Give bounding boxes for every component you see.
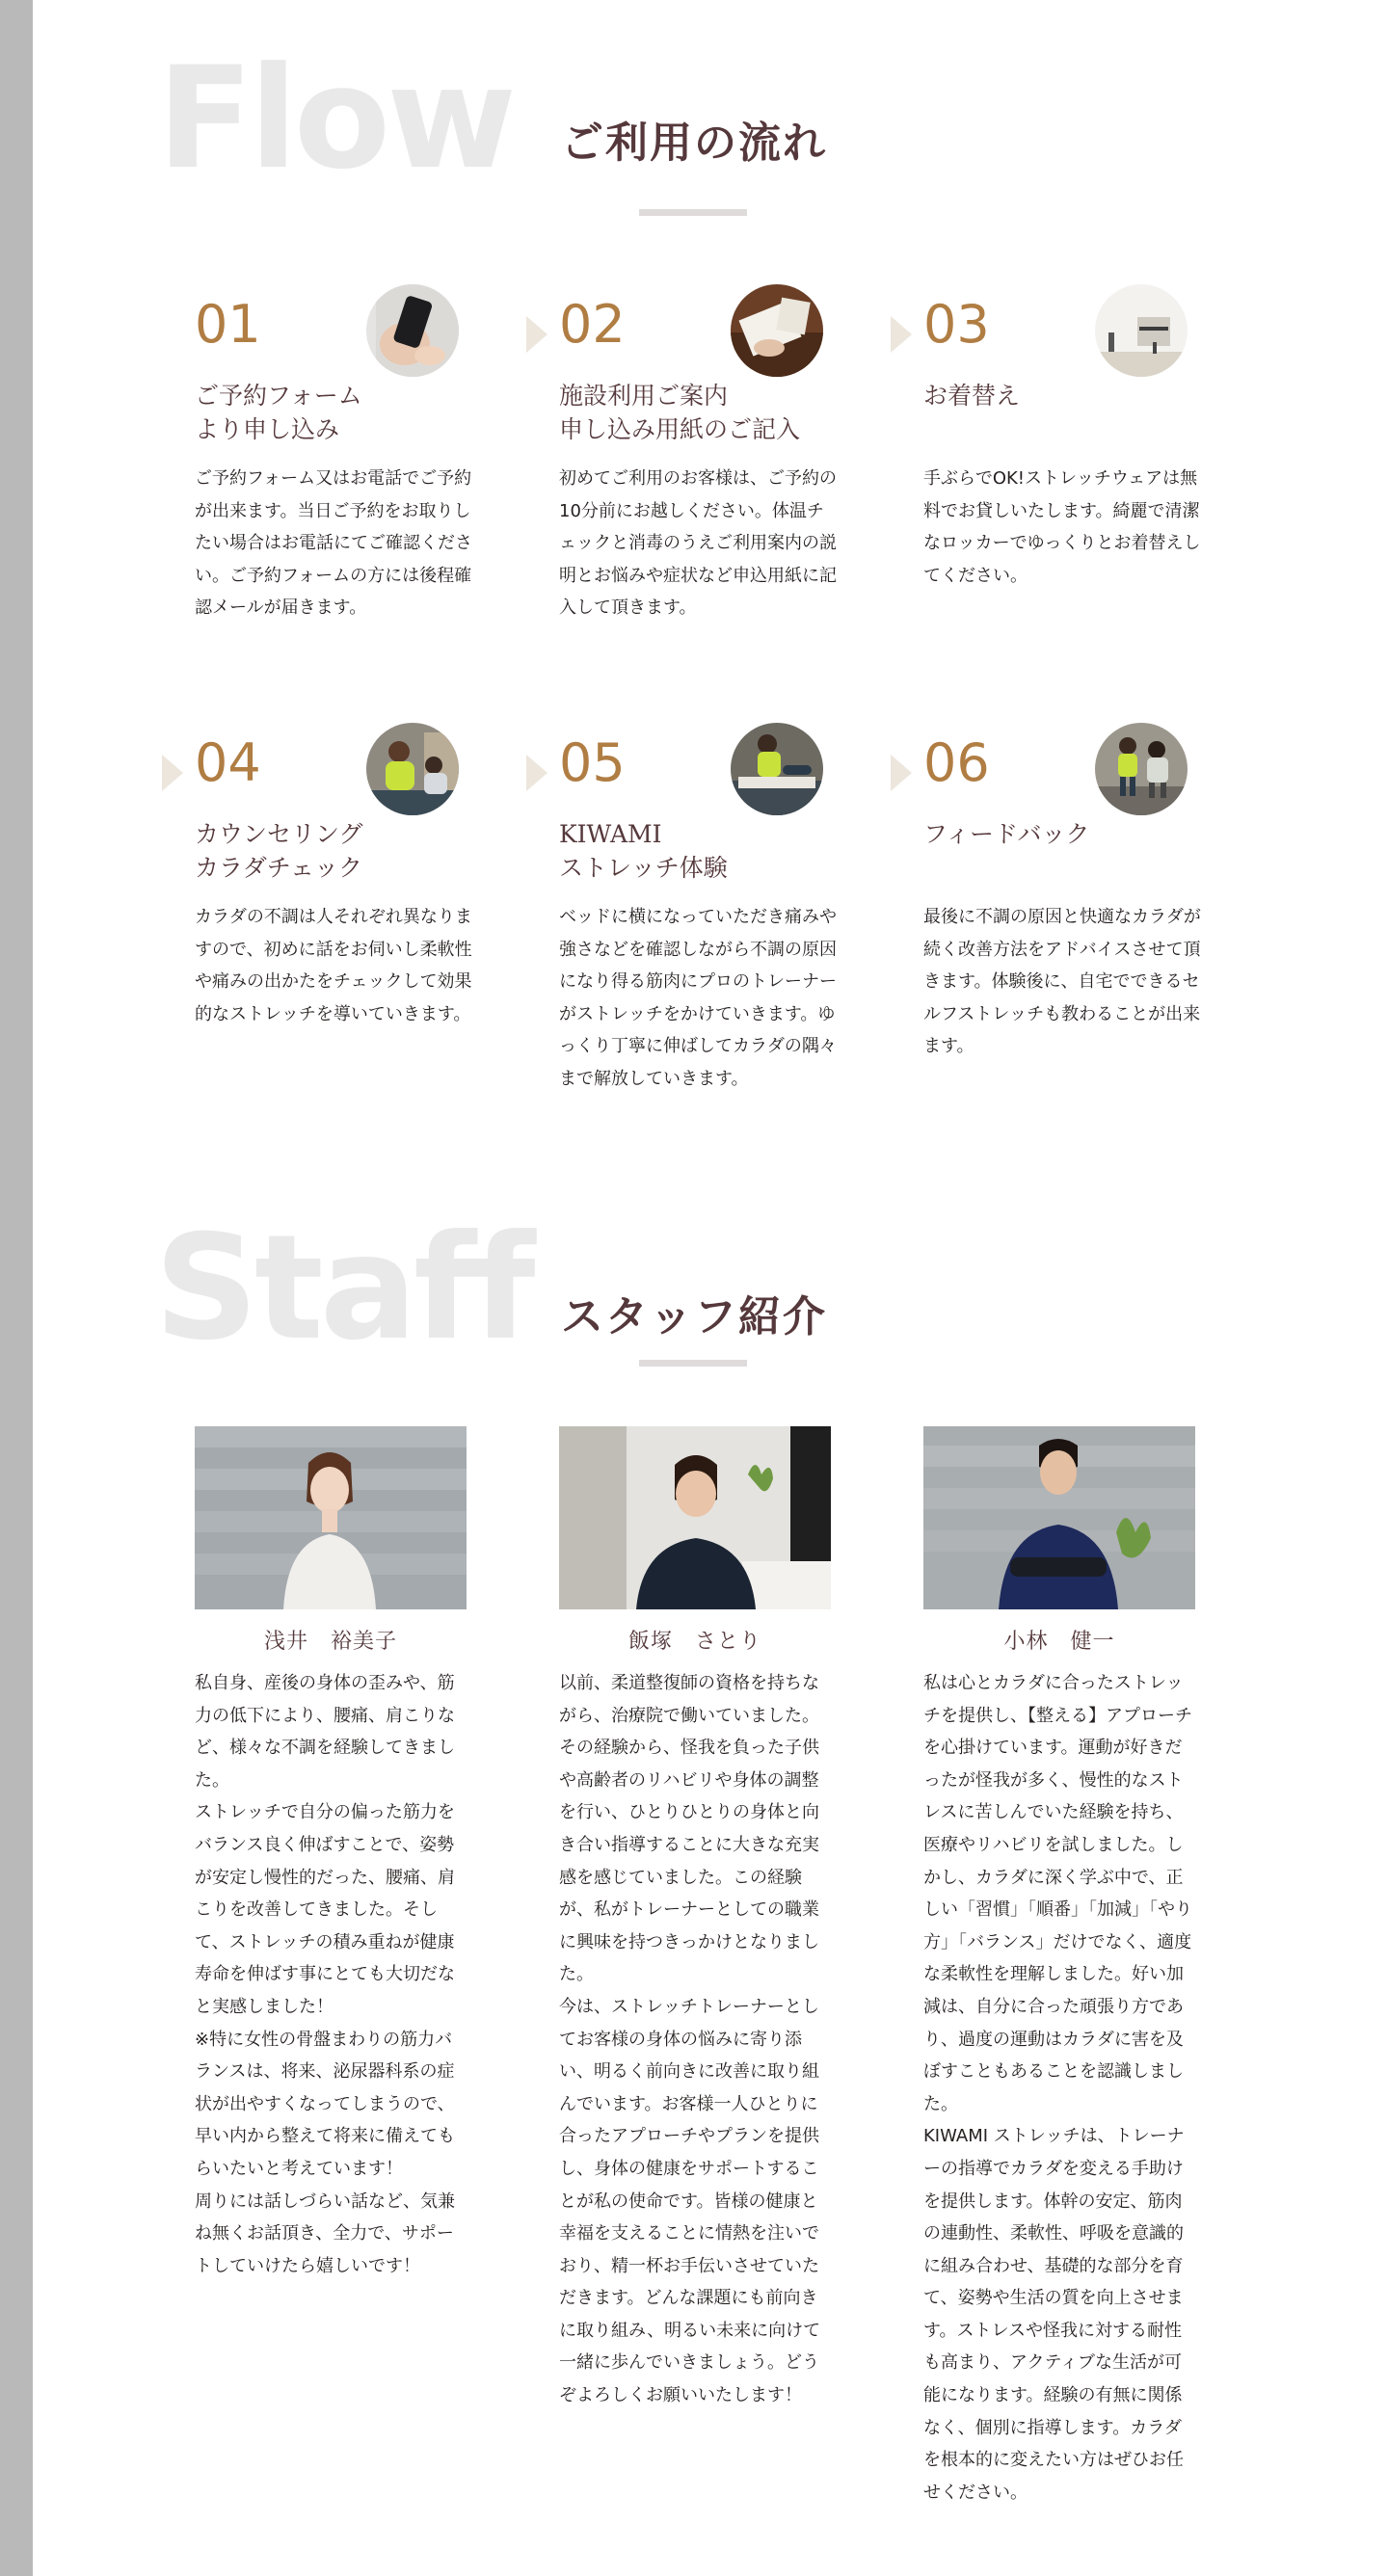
step-arrow-icon	[891, 316, 912, 353]
step-description: カラダの不調は人それぞれ異なりますので、初めに話をお伺いし柔軟性や痛みの出かたをチェックして効果的なストレッチを導いていきます。	[195, 907, 472, 1024]
step-title: ご予約フォーム より申し込み	[195, 382, 362, 443]
step-arrow-icon	[891, 755, 912, 791]
step-title: フィードバック	[923, 820, 1090, 848]
counseling-photo-icon	[366, 723, 459, 815]
staff-name: 小林 健一	[1003, 1630, 1115, 1654]
step-arrow-icon	[526, 755, 547, 791]
step-number: 02	[559, 294, 626, 355]
staff-name: 飯塚 さとり	[627, 1630, 761, 1654]
staff-name: 浅井 裕美子	[263, 1630, 397, 1654]
flow-section	[0, 0, 1388, 1156]
step-description: ベッドに横になっていただき痛みや強さなどを確認しながら不調の原因になり得る筋肉にプロのトレーナーがストレッチをかけていきます。ゆっくり丁寧に伸ばしてカラダの隅々まで解放していきます。	[559, 907, 837, 1089]
flow-background-word: Flow	[157, 37, 513, 200]
step-arrow-icon	[526, 316, 547, 353]
staff-photo	[923, 1426, 1195, 1609]
feedback-photo-icon	[1095, 723, 1188, 815]
locker-room-photo-icon	[1095, 284, 1188, 377]
step-title: KIWAMI ストレッチ体験	[559, 820, 728, 882]
step-title: お着替え	[923, 382, 1021, 410]
staff-section-title: スタッフ紹介	[561, 1292, 827, 1341]
step-description: 初めてご利用のお客様は、ご予約の10分前にお越しください。体温チェックと消毒のうえご利用案内の説明とお悩みや症状など申込用紙に記入して頂きます。	[559, 468, 837, 618]
staff-title-rule	[639, 1360, 747, 1367]
stretch-photo-icon	[731, 723, 823, 815]
step-description: 最後に不調の原因と快適なカラダが続く改善方法をアドバイスさせて頂きます。体験後に、自宅でできるセルフストレッチも教わることが出来ます。	[923, 907, 1201, 1056]
staff-bio: 私自身、産後の身体の歪みや、筋力の低下により、腰痛、肩こりなど、様々な不調を経験してきました。 ストレッチで自分の偏った筋力をバランス良く伸ばすことで、姿勢が安定し慢性的だった、腰痛、肩こりを改善してきました。そして、ストレッチの積み重ねが健康寿命を伸ばす事にとても大切だなと実感しました！ ※特に女性の骨盤まわりの筋力バランスは、将来、泌尿器科系の症状が出やすくなってしまうので、早い内から整えて将来に備えてもらいたいと考えています！ 周りには話しづらい話など、気兼ね無くお話頂き、全力で、サポートしていけたら嬉しいです！	[195, 1673, 455, 2276]
staff-photo	[195, 1426, 467, 1609]
step-description: 手ぶらでOK!ストレッチウェアは無料でお貸しいたします。綺麗で清潔なロッカーでゆっくりとお着替えしてください。	[923, 468, 1201, 586]
staff-background-word: Staff	[154, 1205, 532, 1372]
step-description: ご予約フォーム又はお電話でご予約が出来ます。当日ご予約をお取りしたい場合はお電話にてご確認ください。ご予約フォームの方には後程確認メールが届きます。	[195, 468, 472, 618]
staff-bio: 私は心とカラダに合ったストレッチを提供し、【整える】アプローチを心掛けています。運動が好きだったが怪我が多く、慢性的なストレスに苦しんでいた経験を持ち、医療やリハビリを試しました。しかし、カラダに深く学ぶ中で、正しい「習慣」「順番」「加減」「やり方」「バランス」だけでなく、適度な柔軟性を理解しました。好い加減は、自分に合った頑張り方であり、過度の運動はカラダに害を及ぼすこともあることを認識しました。 KIWAMI ストレッチは、トレーナーの指導でカラダを変える手助けを提供します。体幹の安定、筋肉の連動性、柔軟性、呼吸を意識的に組み合わせ、基礎的な部分を育て、姿勢や生活の質を向上させます。ストレスや怪我に対する耐性も高まり、アクティブな生活が可能になります。経験の有無に関係なく、個別に指導します。カラダを根本的に変えたい方はぜひお任せください。	[923, 1673, 1192, 2503]
step-number: 05	[559, 732, 626, 793]
form-photo-icon	[731, 284, 823, 377]
step-title: 施設利用ご案内 申し込み用紙のご記入	[559, 382, 801, 443]
staff-section	[0, 1156, 1388, 2576]
flow-section-title: ご利用の流れ	[561, 119, 827, 168]
flow-title-rule	[639, 209, 747, 216]
step-arrow-icon	[162, 755, 183, 791]
step-number: 06	[923, 732, 990, 793]
step-number: 03	[923, 294, 990, 355]
step-number: 04	[195, 732, 261, 793]
step-title: カウンセリング カラダチェック	[195, 820, 363, 882]
staff-bio: 以前、柔道整復師の資格を持ちながら、治療院で働いていました。その経験から、怪我を負った子供や高齢者のリハビリや身体の調整を行い、ひとりひとりの身体と向き合い指導することに大きな充実感を感じていました。この経験が、私がトレーナーとしての職業に興味を持つきっかけとなりました。 今は、ストレッチトレーナーとしてお客様の身体の悩みに寄り添い、明るく前向きに改善に取り組んでいます。お客様一人ひとりに合ったアプローチやプランを提供し、身体の健康をサポートすることが私の使命です。皆様の健康と幸福を支えることに情熱を注いでおり、精一杯お手伝いさせていただきます。どんな課題にも前向きに取り組み、明るい未来に向けて一緒に歩んでいきましょう。どうぞよろしくお願いいたします！	[559, 1673, 821, 2406]
staff-photo	[559, 1426, 831, 1609]
step-number: 01	[195, 294, 261, 355]
phone-photo-icon	[366, 284, 459, 377]
